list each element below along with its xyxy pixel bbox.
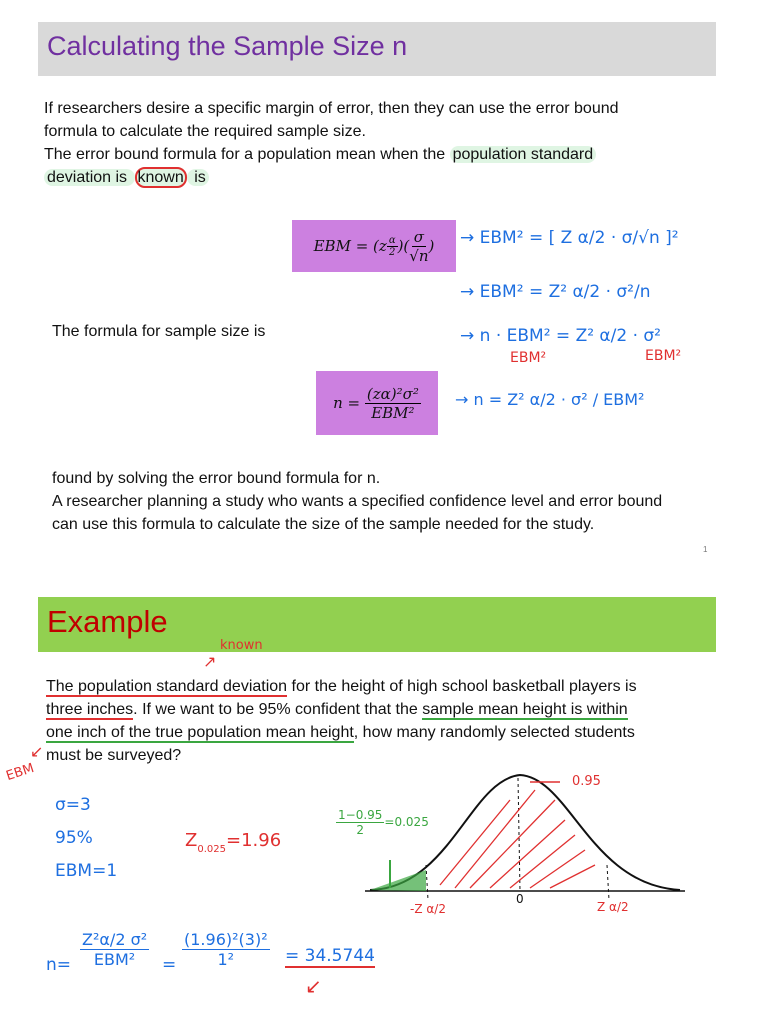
- handwritten-known: known: [220, 638, 263, 653]
- example-title: Example: [47, 604, 168, 639]
- highlight-population-sd: population standard: [450, 146, 597, 163]
- z-subscript: 0.025: [197, 844, 226, 855]
- handwritten-ebm-label: EBM: [4, 760, 36, 785]
- zero-label: 0: [516, 892, 524, 906]
- given-ebm: EBM=1: [55, 861, 118, 881]
- left-critical-line: [426, 865, 428, 900]
- question-text: . If we want to be 95% confident that the: [133, 701, 423, 718]
- underline-sample-mean: sample mean height is within: [422, 701, 628, 718]
- question-text: for the height of high school basketball players is: [287, 678, 637, 695]
- intro-line: If researchers desire a specific margin of error, then they can use the error bound: [44, 100, 619, 117]
- calc-frac-num: (1.96)²(3)²: [184, 930, 268, 949]
- question-line: [46, 721, 637, 744]
- page-number: 1: [703, 545, 708, 554]
- intro-text: The error bound formula for a population mean when the: [44, 146, 450, 163]
- alpha-equals: =0.025: [384, 815, 429, 829]
- arrow-result-icon: ↙: [305, 976, 322, 998]
- note-line: found by solving the error bound formula for n.: [52, 470, 381, 487]
- left-tail-area: [370, 870, 426, 891]
- n-formula-den: EBM²: [371, 403, 415, 422]
- handwritten-step-3-den: EBM²: [510, 350, 547, 366]
- n-formula-lhs: n =: [333, 394, 361, 412]
- sqrt-n-den: √n: [409, 246, 429, 265]
- note-line: can use this formula to calculate the size of the sample needed for the study.: [52, 516, 595, 533]
- mean-line: [518, 778, 520, 891]
- result-value: = 34.5744: [285, 946, 375, 966]
- underline-population-sd: The population standard deviation: [46, 678, 288, 695]
- neg-z-label: -Z α/2: [410, 902, 446, 916]
- z-equals: =1.96: [225, 830, 282, 851]
- n-fraction: [80, 930, 149, 969]
- sigma-num: σ: [413, 227, 425, 246]
- alpha-num: α: [388, 234, 396, 246]
- underline-three-inches: three inches: [46, 701, 134, 718]
- question-text: , how many randomly selected students: [353, 724, 635, 741]
- right-critical-line: [607, 865, 609, 900]
- intro-paragraph: [44, 97, 619, 189]
- alpha-den: 2: [389, 246, 396, 258]
- normal-curve-sketch: [360, 770, 690, 910]
- question-paragraph: [46, 675, 637, 767]
- pos-z-label: Z α/2: [597, 900, 629, 914]
- sample-size-label: The formula for sample size is: [52, 323, 266, 340]
- ebm-alpha-frac: [387, 235, 398, 258]
- question-line: must be surveyed?: [46, 747, 182, 764]
- n-frac: [80, 930, 149, 969]
- intro-line: [44, 166, 619, 189]
- arrow-down-left-icon: ↙: [30, 744, 44, 761]
- note-line: A researcher planning a study who wants a specified confidence level and error bound: [52, 493, 663, 510]
- note-paragraph: [52, 467, 662, 536]
- ebm-sigma-frac: [409, 228, 428, 265]
- calc-frac: [182, 930, 270, 969]
- intro-line: [44, 143, 619, 166]
- handwritten-step-3-den-right: EBM²: [645, 348, 682, 364]
- intro-line: formula to calculate the required sample size.: [44, 123, 366, 140]
- question-line: [46, 698, 637, 721]
- ebm-formula-box: EBM = (z $\frac{\alpha}{2}$ )( $\frac{\sigma}{√n}$ ): [292, 220, 456, 272]
- shaded-area: [440, 790, 595, 888]
- z-value: [185, 830, 281, 855]
- handwritten-step-4: → n = Z² α/2 · σ² / EBM²: [455, 390, 645, 409]
- boxed-known: known: [135, 167, 187, 188]
- n-lhs: n=: [46, 955, 72, 975]
- handwritten-step-2: → EBM² = Z² α/2 · σ²/n: [460, 282, 651, 302]
- alpha-frac-num: 1−0.95: [338, 808, 383, 822]
- highlight-is: is: [187, 169, 209, 186]
- n-num-text: (zα)²σ²: [366, 384, 419, 403]
- n-formula-frac: [365, 385, 421, 422]
- n-formula-box: [316, 371, 438, 435]
- calc-fraction: [182, 930, 270, 969]
- z-letter: Z: [185, 830, 198, 851]
- given-sigma: σ=3: [55, 795, 91, 815]
- question-line: [46, 675, 637, 698]
- arrow-up-icon: ↗: [203, 654, 217, 671]
- n-frac-den: EBM²: [93, 950, 136, 969]
- handwritten-step-1: → EBM² = [ Z α/2 · σ/√n ]²: [460, 228, 679, 248]
- curve-line: [370, 775, 680, 890]
- n-formula-num: [365, 385, 421, 404]
- alpha-frac-den: 2: [356, 823, 365, 837]
- area-label: 0.95: [572, 774, 601, 789]
- ebm-formula-lhs: EBM = (z: [313, 237, 387, 255]
- given-confidence: 95%: [55, 828, 93, 848]
- n-frac-num: Z²α/2 σ²: [82, 930, 148, 949]
- underline-one-inch: one inch of the true population mean height: [46, 724, 354, 741]
- slide-title: Calculating the Sample Size n: [47, 31, 408, 61]
- equals-sign: =: [162, 955, 177, 975]
- highlight-deviation: deviation is: [44, 169, 135, 186]
- handwritten-step-3: → n · EBM² = Z² α/2 · σ²: [460, 326, 661, 346]
- calc-frac-den: 1²: [217, 950, 235, 969]
